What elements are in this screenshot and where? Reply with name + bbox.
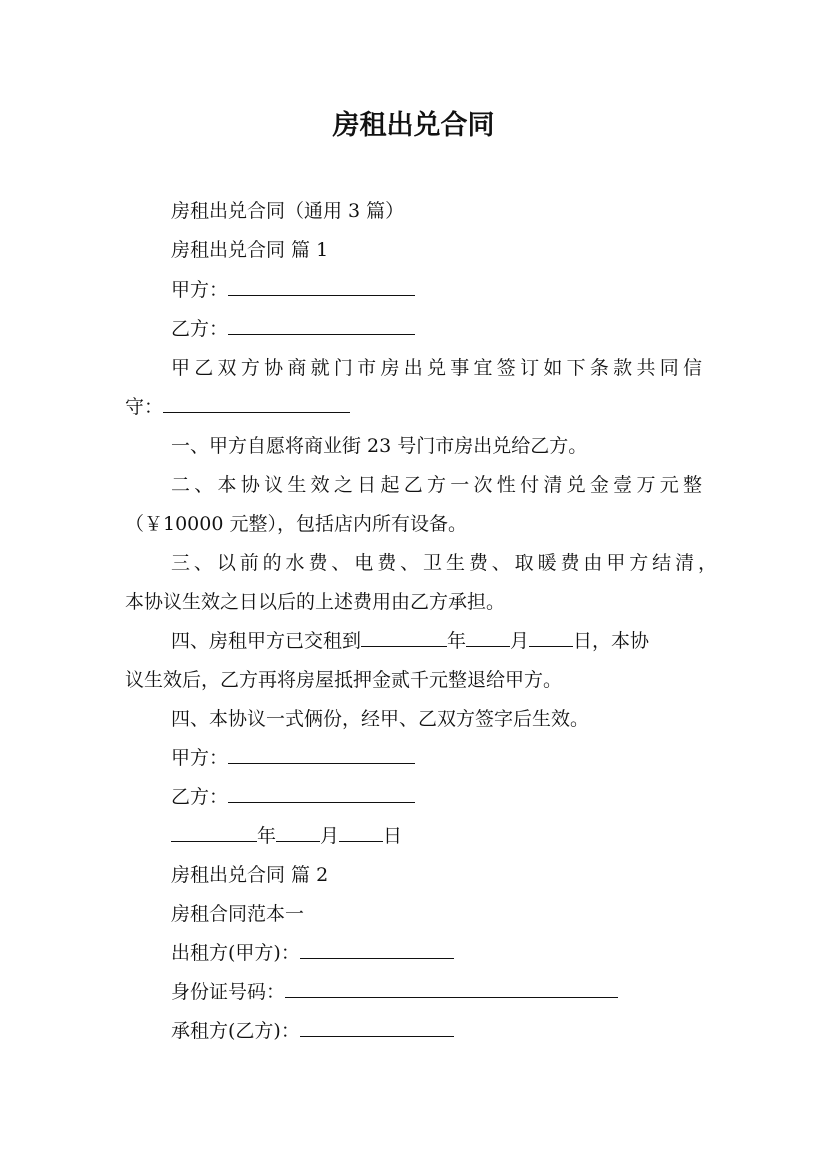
clause-3: 三、以前的水费、电费、卫生费、取暖费由甲方结清， [171, 552, 717, 574]
document-title: 房租出兑合同 [332, 110, 495, 141]
day-blank [529, 628, 573, 647]
lessor-line: 出租方(甲方)： [171, 940, 454, 966]
clause-2: 二、本协议生效之日起乙方一次性付清兑金壹万元整 [171, 474, 702, 496]
subtitle: 房租出兑合同（通用 3 篇） [171, 200, 405, 222]
lessee-blank [300, 1018, 454, 1037]
clause-intro-cont: 守： [125, 394, 350, 420]
clause-1: 一、甲方自愿将商业街 23 号门市房出兑给乙方。 [171, 435, 588, 457]
party-a-line [171, 277, 415, 303]
lessee-line: 承租方(乙方)： [171, 1018, 454, 1044]
sign-month-blank [276, 823, 320, 842]
month-blank [466, 628, 510, 647]
sign-year-blank [171, 823, 257, 842]
party-a-blank [228, 277, 415, 296]
id-number-line: 身份证号码： [171, 979, 618, 1005]
sign-a-blank [228, 745, 415, 764]
clause-3-cont: 本协议生效之日以后的上述费用由乙方承担。 [125, 591, 506, 613]
party-b-blank [228, 316, 415, 335]
clause-4: 四、房租甲方已交租到 年 月 日，本协 [171, 630, 650, 652]
section-heading-2: 房租出兑合同 篇 2 [171, 864, 329, 886]
party-b-label: 乙方： [171, 318, 229, 340]
sign-date: 年 月 日 [171, 823, 402, 849]
section-heading-1: 房租出兑合同 篇 1 [171, 239, 329, 261]
sign-party-b: 乙方： [171, 784, 415, 810]
sign-day-blank [339, 823, 383, 842]
template-heading: 房租合同范本一 [171, 903, 305, 925]
sign-party-a: 甲方： [171, 745, 415, 771]
party-b-line [171, 316, 415, 342]
party-a-label: 甲方： [171, 279, 229, 301]
clause-4-cont: 议生效后，乙方再将房屋抵押金贰千元整退给甲方。 [125, 669, 563, 691]
sign-b-blank [228, 784, 415, 803]
lessor-blank [300, 940, 454, 959]
id-number-blank [285, 979, 618, 998]
clause-5: 四、本协议一式俩份，经甲、乙双方签字后生效。 [171, 708, 590, 730]
clause-2-cont: （￥10000 元整），包括店内所有设备。 [125, 513, 467, 535]
intro-blank [163, 394, 350, 413]
clause-intro: 甲乙双方协商就门市房出兑事宜签订如下条款共同信 [171, 357, 702, 379]
year-blank [361, 628, 447, 647]
